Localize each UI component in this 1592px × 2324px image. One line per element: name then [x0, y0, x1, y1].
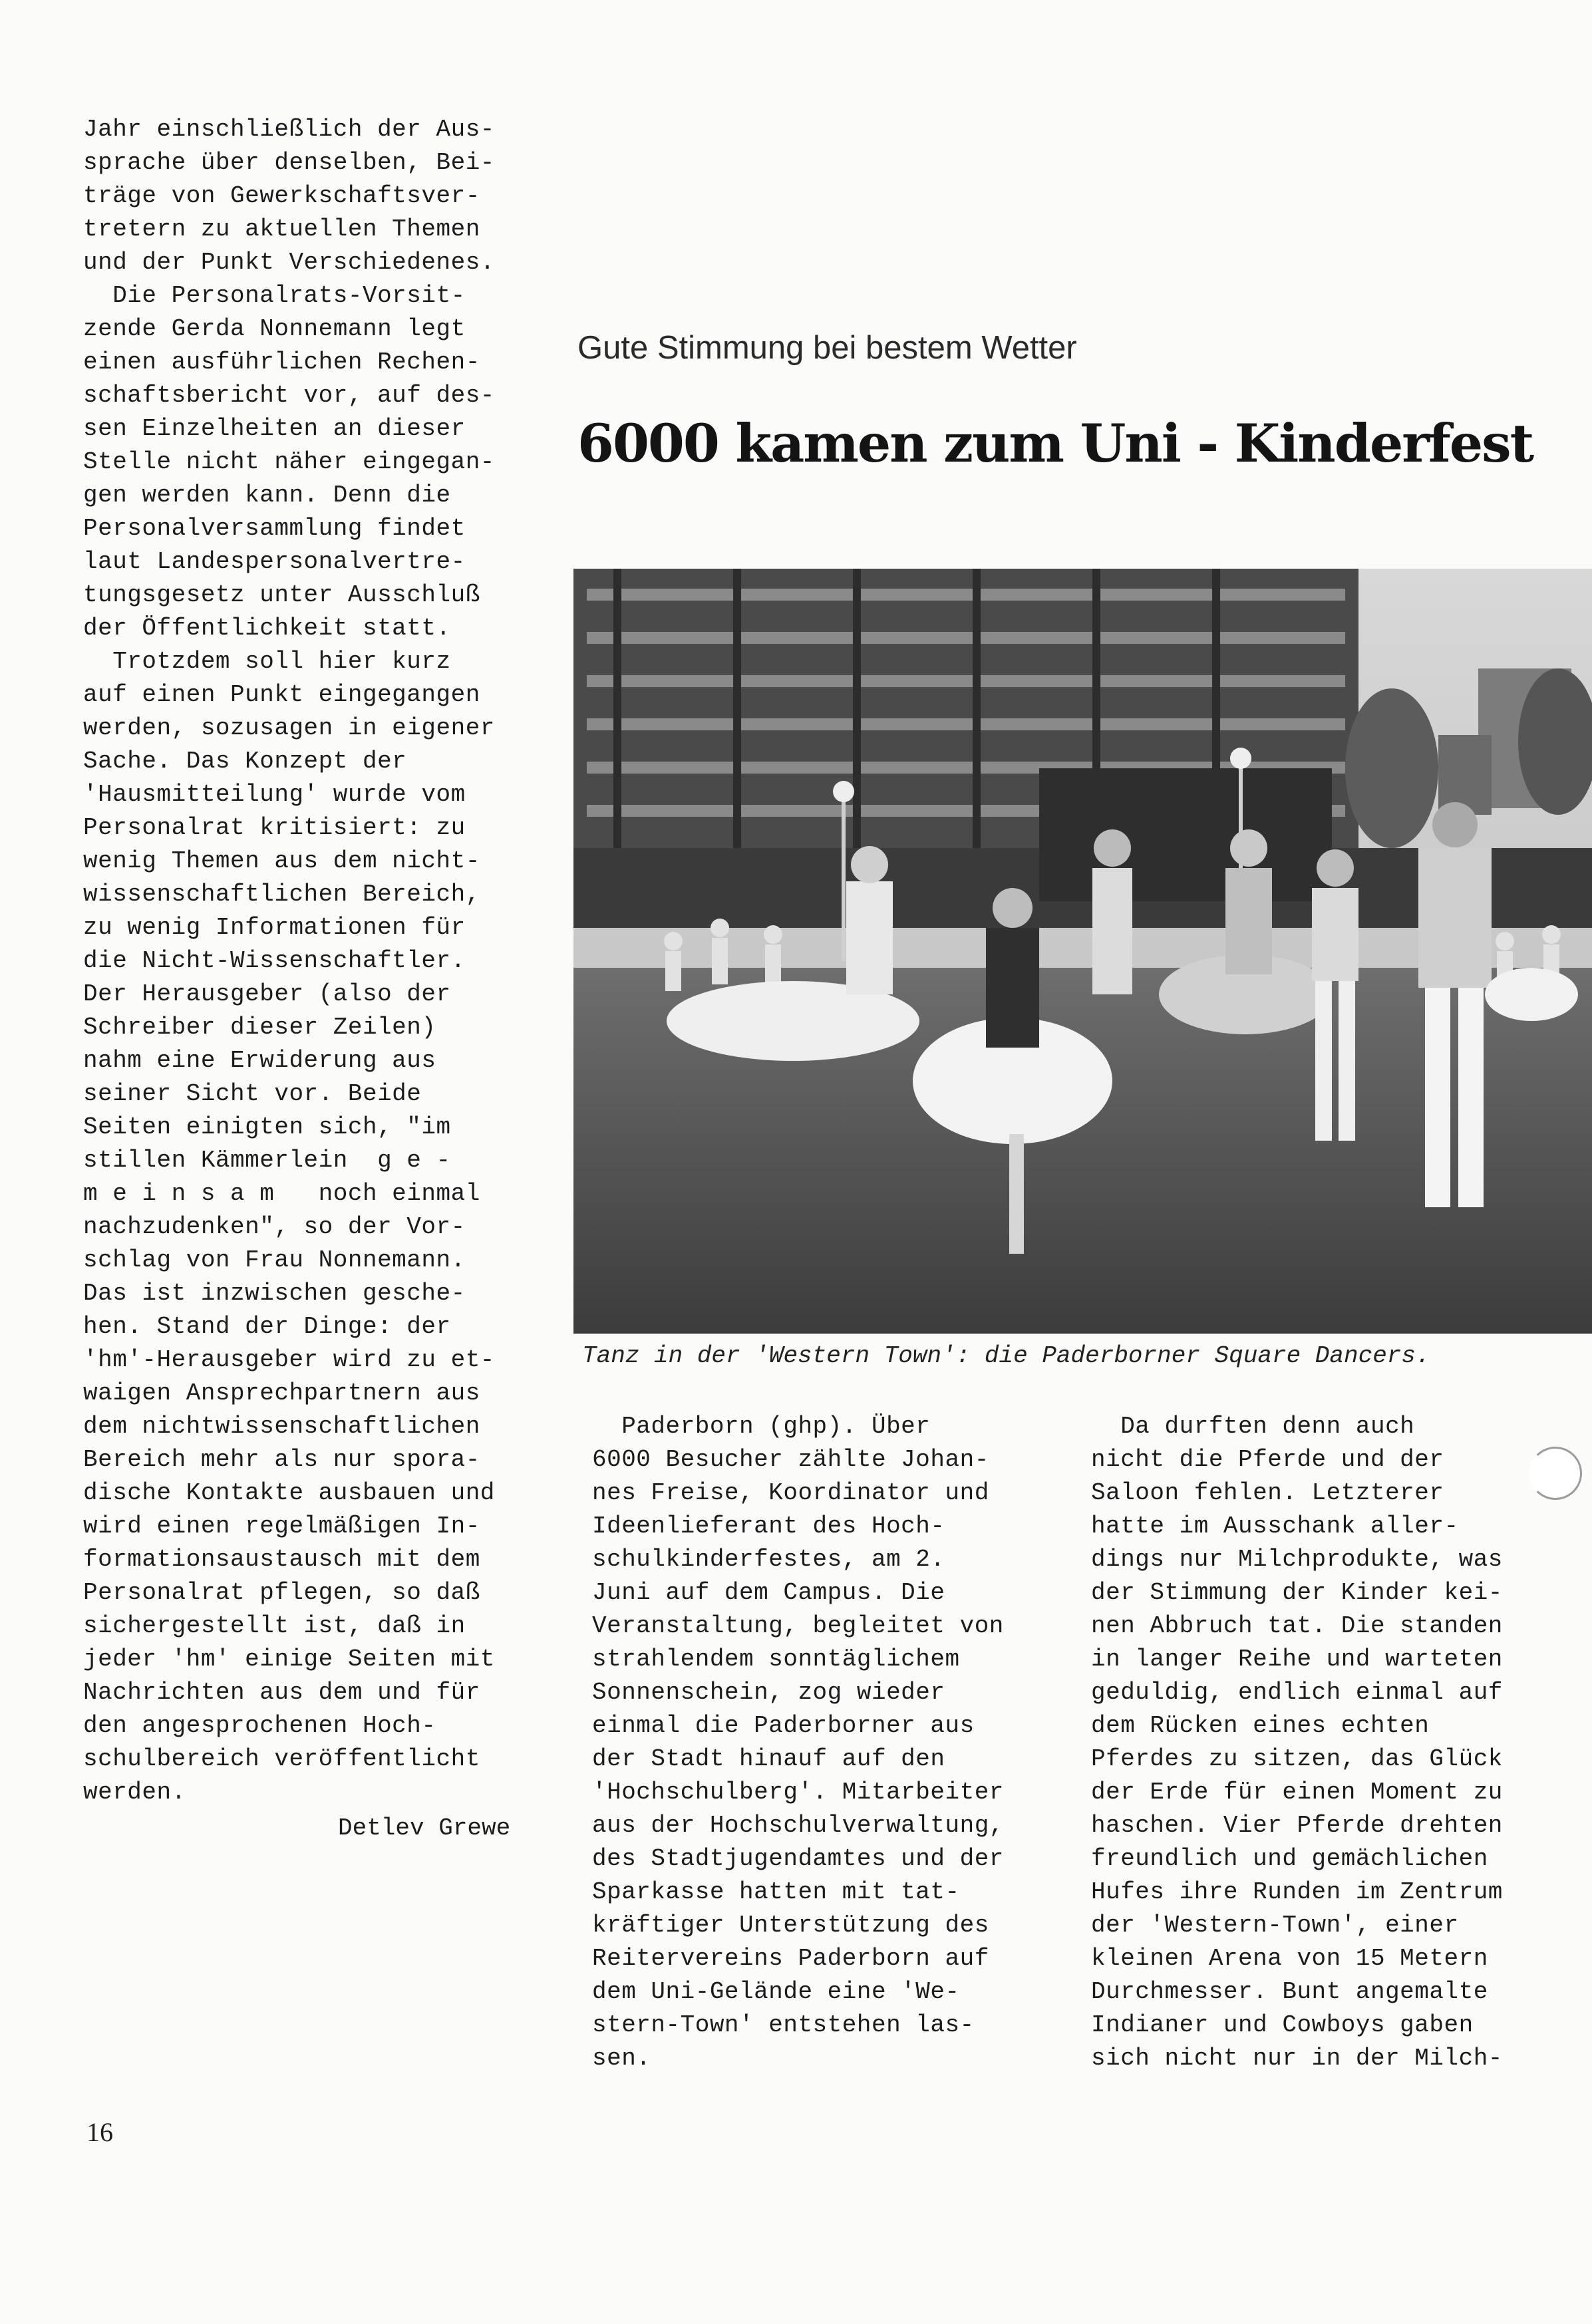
- text-line: tretern zu aktuellen Themen: [83, 216, 480, 243]
- text-line: den angesprochenen Hoch-: [83, 1712, 436, 1739]
- text-line: nachzudenken", so der Vor-: [83, 1213, 466, 1240]
- text-line: Juni auf dem Campus. Die: [592, 1579, 945, 1606]
- left-article-column: [83, 113, 559, 1809]
- text-line: formationsaustausch mit dem: [83, 1546, 480, 1573]
- author-signature: Detlev Grewe: [338, 1815, 511, 1842]
- text-line: kleinen Arena von 15 Metern: [1091, 1945, 1488, 1972]
- text-line: in langer Reihe und warteten: [1091, 1646, 1503, 1673]
- text-line: Seiten einigten sich, "im: [83, 1113, 451, 1141]
- text-line: stillen Kämmerlein g e -: [83, 1147, 451, 1174]
- punch-hole: [1529, 1447, 1582, 1500]
- text-line: dem Uni-Gelände eine 'We-: [592, 1978, 960, 2005]
- text-line: der Stadt hinauf auf den: [592, 1745, 945, 1773]
- right-article-column: [1091, 1410, 1563, 2075]
- text-line: laut Landespersonalvertre-: [83, 548, 466, 575]
- text-line: 6000 Besucher zählte Johan-: [592, 1446, 989, 1473]
- text-line: Veranstaltung, begleitet von: [592, 1612, 1004, 1640]
- text-line: dings nur Milchprodukte, was: [1091, 1546, 1503, 1573]
- text-line: werden.: [83, 1779, 186, 1806]
- text-line: freundlich und gemächlichen: [1091, 1845, 1488, 1872]
- text-line: der 'Western-Town', einer: [1091, 1912, 1459, 1939]
- text-line: Ideenlieferant des Hoch-: [592, 1513, 945, 1540]
- text-line: Da durften denn auch: [1091, 1413, 1415, 1440]
- text-line: m e i n s a m noch einmal: [83, 1180, 480, 1207]
- text-line: gen werden kann. Denn die: [83, 482, 451, 509]
- text-line: geduldig, endlich einmal auf: [1091, 1679, 1503, 1706]
- text-line: haschen. Vier Pferde drehten: [1091, 1812, 1503, 1839]
- text-line: nicht die Pferde und der: [1091, 1446, 1444, 1473]
- text-line: tungsgesetz unter Ausschluß: [83, 581, 480, 609]
- text-line: schaftsbericht vor, auf des-: [83, 382, 495, 409]
- text-line: wissenschaftlichen Bereich,: [83, 881, 480, 908]
- text-line: strahlendem sonntäglichem: [592, 1646, 960, 1673]
- text-line: die Nicht-Wissenschaftler.: [83, 947, 466, 974]
- text-line: einen ausführlichen Rechen-: [83, 349, 480, 376]
- text-line: einmal die Paderborner aus: [592, 1712, 975, 1739]
- photo-illustration: [573, 569, 1592, 1334]
- text-line: Trotzdem soll hier kurz: [83, 648, 451, 675]
- square-dancers-photo: [573, 569, 1592, 1334]
- text-line: schulkinderfestes, am 2.: [592, 1546, 945, 1573]
- text-line: Der Herausgeber (also der: [83, 980, 451, 1008]
- text-line: der Öffentlichkeit statt.: [83, 615, 451, 642]
- text-line: Jahr einschließlich der Aus-: [83, 116, 495, 143]
- photo-caption: Tanz in der 'Western Town': die Paderborner Square Dancers.: [582, 1342, 1430, 1370]
- text-line: nes Freise, Koordinator und: [592, 1479, 989, 1507]
- text-line: jeder 'hm' einige Seiten mit: [83, 1646, 495, 1673]
- text-line: zu wenig Informationen für: [83, 914, 466, 941]
- text-line: seiner Sicht vor. Beide: [83, 1080, 422, 1107]
- text-line: Indianer und Cowboys gaben: [1091, 2011, 1474, 2039]
- text-line: 'hm'-Herausgeber wird zu et-: [83, 1346, 495, 1374]
- text-line: Paderborn (ghp). Über: [592, 1413, 931, 1440]
- text-line: Sparkasse hatten mit tat-: [592, 1878, 960, 1906]
- text-line: zende Gerda Nonnemann legt: [83, 315, 466, 343]
- text-line: waigen Ansprechpartnern aus: [83, 1380, 480, 1407]
- text-line: Sonnenschein, zog wieder: [592, 1679, 945, 1706]
- text-line: und der Punkt Verschiedenes.: [83, 249, 495, 276]
- text-line: Bereich mehr als nur spora-: [83, 1446, 480, 1473]
- page-number: 16: [86, 2117, 113, 2147]
- text-line: auf einen Punkt eingegangen: [83, 681, 480, 708]
- text-line: sen.: [592, 2045, 651, 2072]
- article-kicker: Gute Stimmung bei bestem Wetter: [577, 330, 1077, 366]
- text-line: 'Hochschulberg'. Mitarbeiter: [592, 1779, 1004, 1806]
- text-line: Die Personalrats-Vorsit-: [83, 282, 466, 309]
- text-line: der Stimmung der Kinder kei-: [1091, 1579, 1503, 1606]
- text-line: sen Einzelheiten an dieser: [83, 415, 466, 442]
- text-line: Personalrat pflegen, so daß: [83, 1579, 480, 1606]
- text-line: schulbereich veröffentlicht: [83, 1745, 480, 1773]
- text-line: dem nichtwissenschaftlichen: [83, 1413, 480, 1440]
- article-headline: 6000 kamen zum Uni - Kinderfest: [577, 412, 1533, 474]
- text-line: hatte im Ausschank aller-: [1091, 1513, 1459, 1540]
- text-line: hen. Stand der Dinge: der: [83, 1313, 451, 1340]
- text-line: dem Rücken eines echten: [1091, 1712, 1430, 1739]
- text-line: nen Abbruch tat. Die standen: [1091, 1612, 1503, 1640]
- middle-article-column: [592, 1410, 1071, 2075]
- text-line: kräftiger Unterstützung des: [592, 1912, 989, 1939]
- text-line: des Stadtjugendamtes und der: [592, 1845, 1004, 1872]
- text-line: Nachrichten aus dem und für: [83, 1679, 480, 1706]
- text-line: schlag von Frau Nonnemann.: [83, 1246, 466, 1274]
- text-line: nahm eine Erwiderung aus: [83, 1047, 436, 1074]
- text-line: Reitervereins Paderborn auf: [592, 1945, 989, 1972]
- text-line: aus der Hochschulverwaltung,: [592, 1812, 1004, 1839]
- text-line: der Erde für einen Moment zu: [1091, 1779, 1503, 1806]
- text-line: wenig Themen aus dem nicht-: [83, 847, 480, 875]
- text-line: Sache. Das Konzept der: [83, 748, 407, 775]
- text-line: 'Hausmitteilung' wurde vom: [83, 781, 466, 808]
- text-line: sichergestellt ist, daß in: [83, 1612, 466, 1640]
- text-line: Schreiber dieser Zeilen): [83, 1014, 436, 1041]
- text-line: Das ist inzwischen gesche-: [83, 1280, 466, 1307]
- text-line: Stelle nicht näher eingegan-: [83, 448, 495, 476]
- text-line: Personalversammlung findet: [83, 515, 466, 542]
- text-line: wird einen regelmäßigen In-: [83, 1513, 480, 1540]
- text-line: sprache über denselben, Bei-: [83, 149, 495, 176]
- text-line: werden, sozusagen in eigener: [83, 714, 495, 742]
- text-line: Pferdes zu sitzen, das Glück: [1091, 1745, 1503, 1773]
- text-line: träge von Gewerkschaftsver-: [83, 182, 480, 210]
- text-line: sich nicht nur in der Milch-: [1091, 2045, 1503, 2072]
- text-line: Hufes ihre Runden im Zentrum: [1091, 1878, 1503, 1906]
- text-line: Durchmesser. Bunt angemalte: [1091, 1978, 1488, 2005]
- text-line: stern-Town' entstehen las-: [592, 2011, 975, 2039]
- text-line: Saloon fehlen. Letzterer: [1091, 1479, 1444, 1507]
- text-line: Personalrat kritisiert: zu: [83, 814, 466, 841]
- text-line: dische Kontakte ausbauen und: [83, 1479, 495, 1507]
